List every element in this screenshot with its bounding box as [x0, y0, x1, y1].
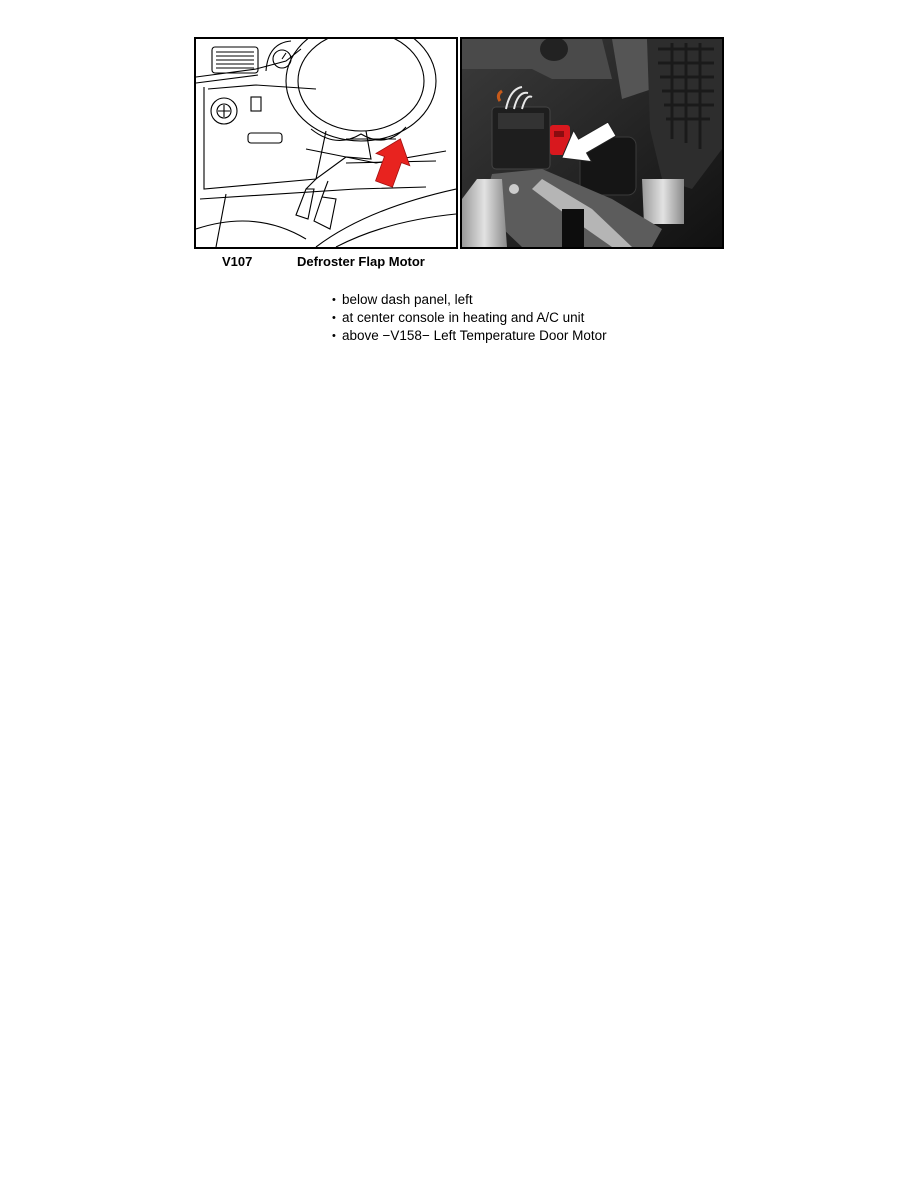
component-code: V107: [222, 254, 253, 269]
location-text: at center console in heating and A/C unit: [342, 310, 585, 325]
location-item: [332, 291, 607, 309]
component-name: Defroster Flap Motor: [297, 254, 425, 269]
defroster-motor-photo: [460, 37, 724, 249]
dashboard-location-illustration: [194, 37, 458, 249]
location-list: [332, 291, 607, 345]
location-text: above −V158− Left Temperature Door Motor: [342, 328, 607, 343]
location-item: [332, 309, 607, 327]
bullet-icon: •: [332, 294, 336, 306]
bullet-icon: •: [332, 312, 336, 324]
location-text: below dash panel, left: [342, 292, 473, 307]
location-item: [332, 327, 607, 345]
bullet-icon: •: [332, 330, 336, 342]
